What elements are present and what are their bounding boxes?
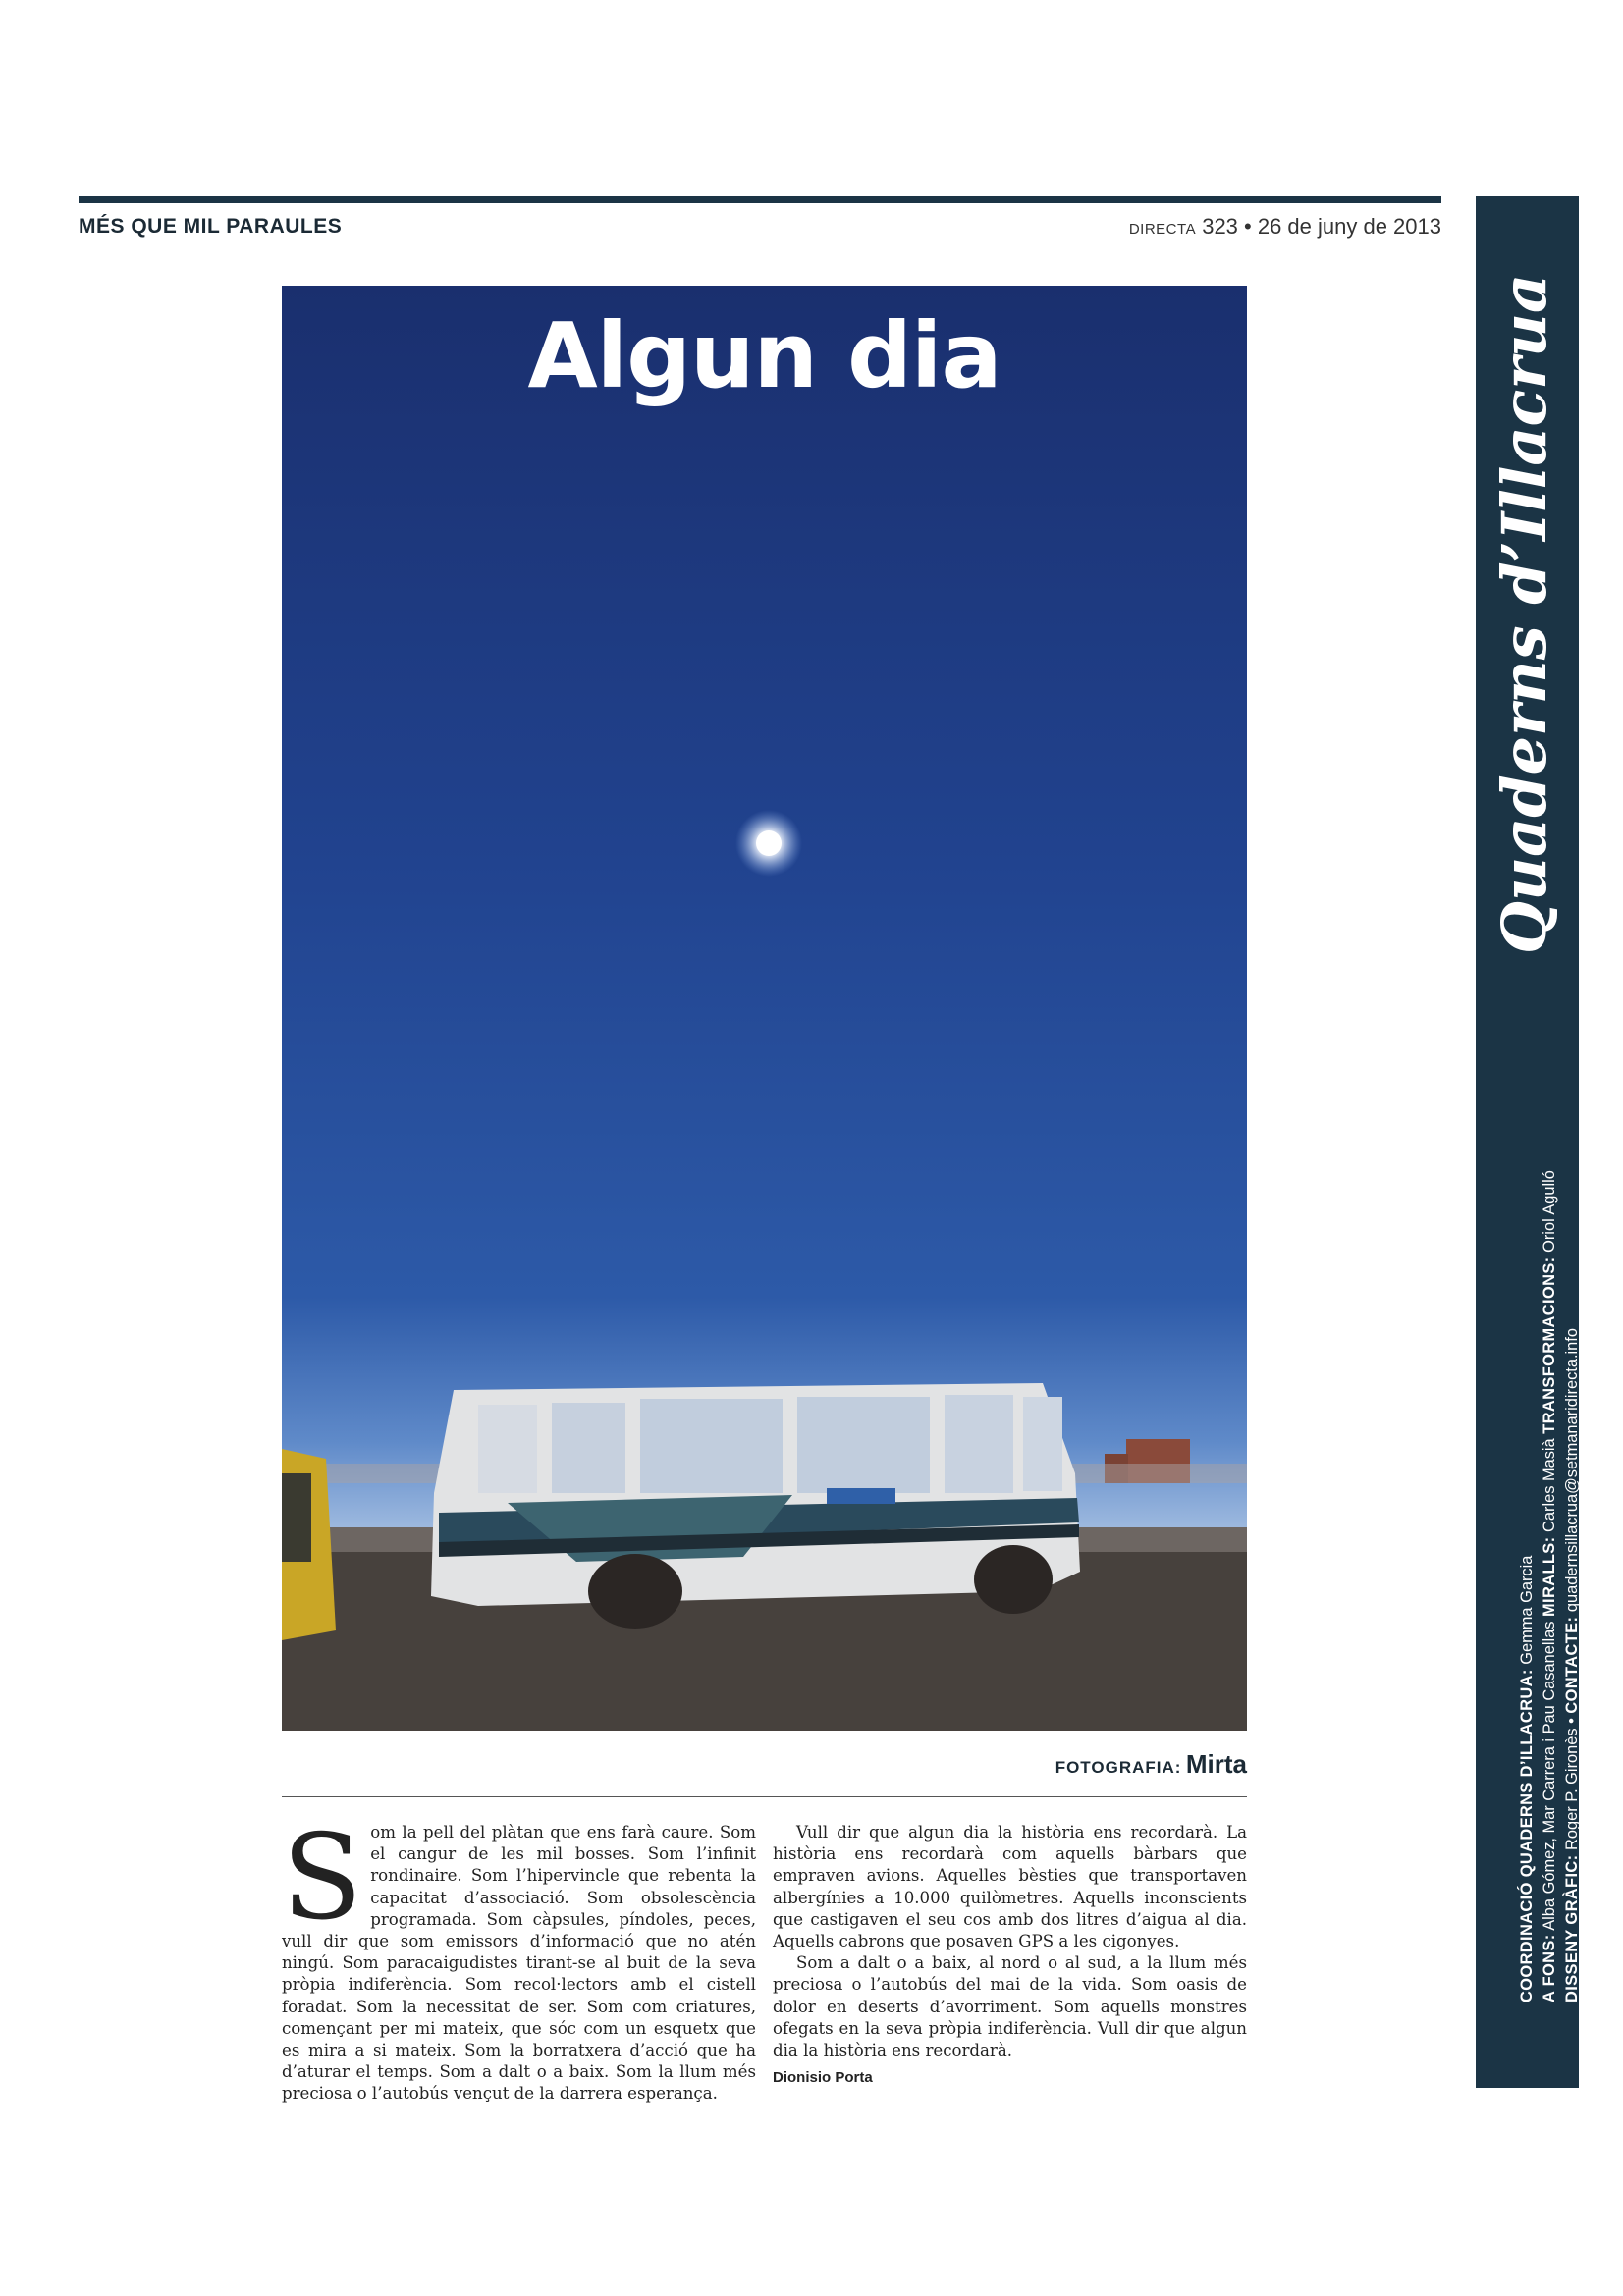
credit-name: Mirta <box>1185 1749 1247 1779</box>
photo-credit <box>1055 1749 1247 1780</box>
section-label: MÉS QUE MIL PARAULES <box>79 215 343 238</box>
white-bus <box>431 1383 1080 1629</box>
article-paragraph: Vull dir que algun dia la història ens recordarà. La història ens recordarà com aquells bàrbars que empraven avions. Aquelles bèsties que transportaven albergínies a 10.000 quilòmetres. Aquells inconscients que castigaven el seu cos amb dos litres d’aigua al dia. Aquells cabrons que posaven GPS a les cigonyes. <box>773 1823 1247 1951</box>
staff-line-3: DISSENY GRÀFIC: Roger P. Gironès • CONTACTE: quadernsillacrua@setmanaridirecta.info <box>1563 1328 1581 2002</box>
photo-title: Algun dia <box>527 303 1001 408</box>
photo-illustration <box>282 286 1247 1731</box>
staff-credits <box>1516 1119 1584 2002</box>
author-name: Dionisio Porta <box>773 2069 873 2087</box>
article-paragraph: om la pell del plàtan que ens farà caure. Som el cangur de les mil bosses. Som l’infinit rondinaire. Som l’hipervincle que rebenta la capacitat d’associació. Som obsolescència programada. Som càpsules, píndoles, peces, vull dir que som emissors d’informació que no atén ningú. Som paracaigudistes tirant-se al buit de la seva pròpia indiferència. Som recol·lectors amb el cistell foradat. Som la necessitat de ser. Som com criatures, començant per mi mateix, que sóc com un esquetx que es mira a si mateix. Som la borratxera d’acció que ha d’aturar el temps. Som a dalt o a baix. Som la llum més preciosa o l’autobús vençut de la darrera esperança. <box>282 1823 756 2104</box>
publication-name: DIRECTA <box>1128 221 1197 238</box>
article-column-2 <box>773 1822 1247 2089</box>
article-paragraph: Som a dalt o a baix, al nord o al sud, a la llum més preciosa o l’autobús del mai de la vida. Som oasis de dolor en deserts d’avorriment. Som aquells monstres ofegats en la seva pròpia indiferència. Vull dir que algun dia la història ens recordarà. <box>773 1953 1247 2060</box>
article-column-1 <box>282 1810 756 2106</box>
issue-date: 323 • 26 de juny de 2013 <box>1202 214 1441 239</box>
top-rule <box>79 196 1441 203</box>
cover-photo <box>282 286 1247 1731</box>
dropcap: S <box>282 1810 363 1947</box>
brand-title: Quaderns d’Illacrua <box>1488 273 1560 954</box>
staff-line-2: A FONS: Alba Gómez, Mar Carrera i Pau Casanellas MIRALLS: Carles Masià TRANSFORMACIONS: Oriol Agulló <box>1541 1170 1558 2002</box>
credit-label: FOTOGRAFIA: <box>1055 1758 1182 1777</box>
divider-rule <box>282 1796 1247 1797</box>
staff-line-1: COORDINACIÓ QUADERNS D’ILLACRUA: Gemma Garcia <box>1518 1555 1536 2002</box>
issue-line <box>1129 214 1441 240</box>
